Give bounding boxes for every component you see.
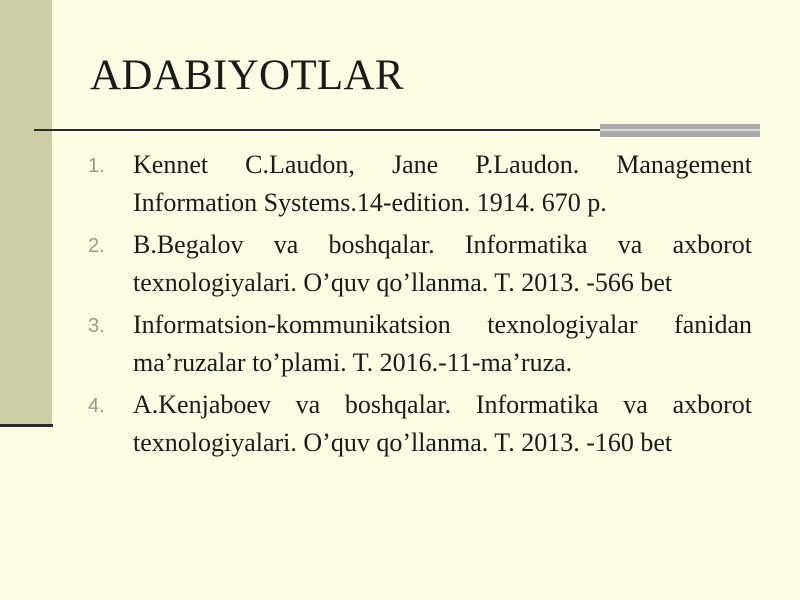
- reference-text: B.Begalov va boshqalar. Informatika va axborot texnologiyalari. O’quv qo’llanma. T. 2013. -566 bet: [133, 230, 752, 297]
- left-accent-bar: [0, 0, 52, 426]
- reference-number: 4.: [88, 395, 105, 417]
- title-divider: [34, 129, 600, 131]
- reference-item: [88, 226, 752, 302]
- title-divider-accent-line: [600, 129, 760, 131]
- reference-text: Kennet C.Laudon, Jane P.Laudon. Management Information Systems.14-edition. 1914. 670 p.: [133, 150, 752, 217]
- reference-number: 3.: [88, 315, 105, 337]
- reference-item: [88, 306, 752, 382]
- reference-text: A.Kenjaboev va boshqalar. Informatika va axborot texnologiyalari. O’quv qo’llanma. T. 2013. -160 bet: [133, 390, 752, 457]
- reference-number: 1.: [88, 155, 105, 177]
- reference-item: [88, 146, 752, 222]
- reference-number: 2.: [88, 235, 105, 257]
- reference-item: [88, 386, 752, 462]
- reference-text: Informatsion-kommunikatsion texnologiyalar fanidan ma’ruzalar to’plami. T. 2016.-11-ma’ruza.: [133, 310, 752, 377]
- left-accent-underline: [0, 424, 53, 427]
- slide-title: ADABIYOTLAR: [90, 52, 404, 99]
- reference-list: [88, 146, 752, 466]
